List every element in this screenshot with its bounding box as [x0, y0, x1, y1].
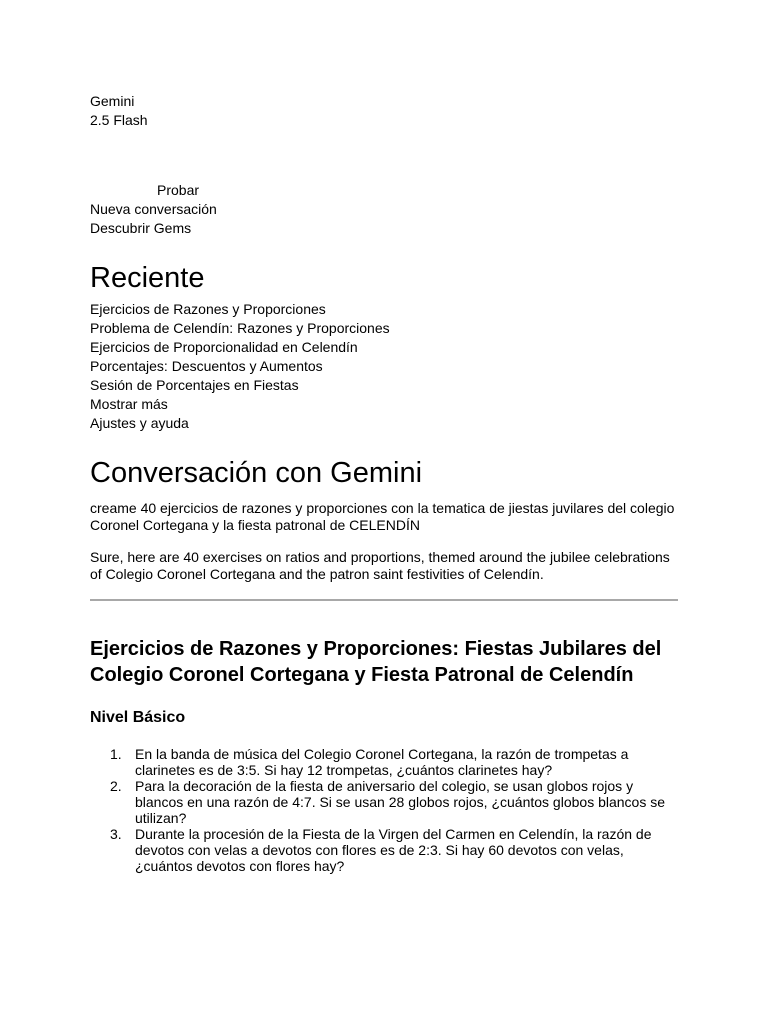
recent-item[interactable]: Ejercicios de Proporcionalidad en Celendín	[90, 339, 358, 355]
divider	[90, 599, 678, 601]
exercise-number: 2.	[110, 778, 122, 794]
app-name: Gemini	[90, 93, 135, 109]
exercise-text: En la banda de música del Colegio Coronel Cortegana, la razón de trompetas a clarinetes es de 3:5. Si hay 12 trompetas, ¿cuántos clarinetes hay?	[135, 746, 629, 778]
recent-item[interactable]: Problema de Celendín: Razones y Proporciones	[90, 320, 390, 336]
exercise-text: Para la decoración de la fiesta de aniversario del colegio, se usan globos rojos y blancos en una razón de 4:7. Si se usan 28 globos rojos, ¿cuántos globos blancos se utilizan?	[135, 778, 666, 826]
level-heading: Nivel Básico	[90, 709, 186, 726]
recent-item[interactable]: Porcentajes: Descuentos y Aumentos	[90, 358, 323, 374]
model-version[interactable]: 2.5 Flash	[90, 112, 148, 128]
conversation-heading: Conversación con Gemini	[90, 457, 423, 489]
exercise-item	[110, 778, 680, 826]
show-more-link[interactable]: Mostrar más	[90, 396, 168, 412]
response-intro: Sure, here are 40 exercises on ratios and proportions, themed around the jubilee celebrations of Colegio Coronel Cortegana and the patron saint festivities of Celendín.	[90, 549, 670, 582]
user-prompt: creame 40 ejercicios de razones y proporciones con la tematica de jiestas juvilares del colegio Coronel Cortegana y la fiesta patronal de CELENDÍN	[90, 500, 675, 533]
exercise-item	[110, 746, 680, 778]
exercise-text: Durante la procesión de la Fiesta de la Virgen del Carmen en Celendín, la razón de devotos con velas a devotos con flores es de 2:3. Si hay 60 devotos con velas, ¿cuántos devotos con flores hay?	[135, 826, 652, 874]
recent-heading: Reciente	[90, 262, 205, 294]
response-title: Ejercicios de Razones y Proporciones: Fiestas Jubilares del Colegio Coronel Cortegana y Fiesta Patronal de Celendín	[90, 638, 662, 686]
new-chat-link[interactable]: Nueva conversación	[90, 201, 217, 217]
recent-list	[90, 300, 680, 395]
try-button[interactable]: Probar	[157, 182, 200, 198]
settings-help-link[interactable]: Ajustes y ayuda	[90, 415, 189, 431]
exercise-number: 3.	[110, 826, 122, 842]
recent-item[interactable]: Sesión de Porcentajes en Fiestas	[90, 377, 299, 393]
recent-item[interactable]: Ejercicios de Razones y Proporciones	[90, 301, 326, 317]
page-content	[90, 92, 680, 874]
discover-gems-link[interactable]: Descubrir Gems	[90, 220, 192, 236]
exercise-number: 1.	[110, 746, 122, 762]
exercise-list	[90, 746, 680, 874]
exercise-item	[110, 826, 680, 874]
